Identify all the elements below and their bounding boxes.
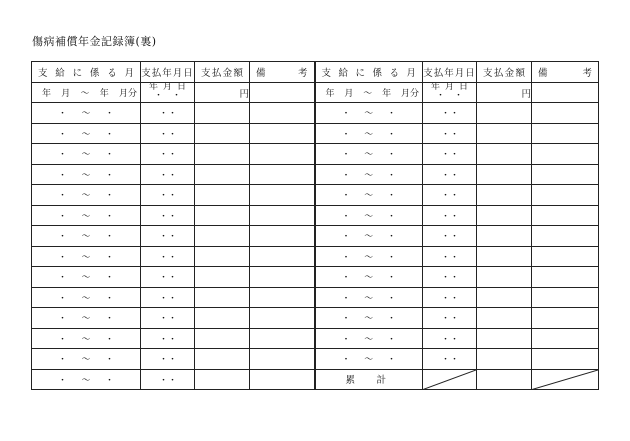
date-marks: ・ ・ — [441, 129, 460, 140]
table-row — [32, 123, 599, 144]
date-marks: ・ ・ — [441, 314, 460, 325]
units-yen: 円 — [195, 82, 250, 103]
period-cell[interactable] — [32, 328, 141, 349]
amount-cell[interactable] — [195, 369, 250, 390]
period-marks: ・ ～ ・ — [58, 273, 114, 284]
period-cell[interactable] — [315, 164, 423, 185]
period-cell[interactable] — [315, 287, 423, 308]
date-marks: ・ ・ — [159, 273, 178, 284]
remarks-cell[interactable] — [250, 185, 315, 206]
date-marks: ・ ・ — [159, 314, 178, 325]
pay-date-cell[interactable] — [423, 246, 477, 267]
date-marks: ・ ・ — [159, 293, 178, 304]
date-marks: ・ ・ — [159, 252, 178, 263]
header-payment-month-2: 支 給 に 係 る 月 — [315, 62, 423, 83]
remarks-cell[interactable] — [250, 308, 315, 329]
date-marks: ・ ・ — [159, 334, 178, 345]
header-payment-month: 支 給 に 係 る 月 — [32, 62, 141, 83]
pension-ledger-table — [31, 61, 599, 390]
pay-date-cell[interactable] — [423, 123, 477, 144]
remarks-cell[interactable] — [250, 287, 315, 308]
date-marks: ・ ・ — [441, 232, 460, 243]
period-cell[interactable] — [32, 349, 141, 370]
pay-date-cell[interactable] — [141, 308, 195, 329]
remarks-cell[interactable] — [250, 328, 315, 349]
period-marks: ・ ～ ・ — [341, 211, 396, 222]
period-cell[interactable] — [32, 246, 141, 267]
remarks-cell[interactable] — [250, 123, 315, 144]
amount-cell[interactable] — [477, 369, 532, 390]
header-remarks: 備 考 — [250, 62, 315, 83]
period-cell[interactable] — [32, 144, 141, 165]
remarks-cell[interactable] — [250, 369, 315, 390]
pay-date-cell[interactable] — [423, 328, 477, 349]
date-marks: ・ ・ — [441, 109, 460, 120]
diagonal-strike — [423, 370, 476, 390]
period-marks: ・ ～ ・ — [341, 232, 396, 243]
table-row — [32, 287, 599, 308]
table-row — [32, 349, 599, 370]
date-marks: ・ ・ — [159, 129, 178, 140]
date-marks: ・ ・ — [159, 232, 178, 243]
date-marks: ・ ・ — [159, 109, 178, 120]
remarks-cell[interactable] — [250, 226, 315, 247]
pay-date-cell[interactable] — [141, 267, 195, 288]
amount-cell[interactable] — [477, 144, 532, 165]
header-pay-date: 支払年月日 — [141, 62, 195, 83]
period-cell[interactable] — [32, 308, 141, 329]
period-marks: ・ ～ ・ — [58, 109, 114, 120]
amount-cell[interactable] — [477, 205, 532, 226]
period-marks: ・ ～ ・ — [341, 129, 396, 140]
period-cell[interactable] — [32, 103, 141, 124]
date-marks: ・ ・ — [441, 273, 460, 284]
period-cell[interactable] — [32, 185, 141, 206]
pay-date-cell — [423, 369, 477, 390]
period-marks: ・ ～ ・ — [341, 191, 396, 202]
diagonal-strike — [532, 370, 598, 390]
table-row — [32, 205, 599, 226]
table-row — [32, 103, 599, 124]
remarks-cell[interactable] — [532, 328, 599, 349]
period-marks: ・ ～ ・ — [341, 273, 396, 284]
table-row — [32, 308, 599, 329]
date-marks: ・ ・ — [159, 355, 178, 366]
amount-cell[interactable] — [477, 123, 532, 144]
date-marks: ・ ・ — [159, 375, 178, 386]
pay-date-cell[interactable] — [141, 369, 195, 390]
table-row — [32, 164, 599, 185]
pay-date-cell[interactable] — [141, 287, 195, 308]
ledger-body — [32, 103, 599, 390]
pay-date-cell[interactable] — [423, 349, 477, 370]
amount-cell[interactable] — [477, 246, 532, 267]
table-row — [32, 185, 599, 206]
period-marks: ・ ～ ・ — [341, 109, 396, 120]
remarks-cell[interactable] — [250, 246, 315, 267]
remarks-cell[interactable] — [532, 308, 599, 329]
document-title: 傷病補償年金記録簿(裏) — [32, 35, 157, 48]
period-marks: ・ ～ ・ — [58, 252, 114, 263]
header-amount: 支 払 金 額 — [195, 62, 250, 83]
amount-cell[interactable] — [195, 205, 250, 226]
period-marks: ・ ～ ・ — [341, 293, 396, 304]
period-marks: ・ ～ ・ — [58, 314, 114, 325]
period-cell[interactable] — [315, 185, 423, 206]
pay-date-cell[interactable] — [141, 328, 195, 349]
units-row — [32, 82, 599, 103]
date-marks: ・ ・ — [441, 211, 460, 222]
units-yen-2: 円 — [477, 82, 532, 103]
period-marks: ・ ～ ・ — [341, 314, 396, 325]
date-marks: ・ ・ — [441, 293, 460, 304]
pay-date-cell[interactable] — [141, 144, 195, 165]
pay-date-cell[interactable] — [423, 185, 477, 206]
units-period: 年 月 ～ 年 月分 — [32, 82, 141, 103]
date-marks: ・ ・ — [159, 191, 178, 202]
period-marks: ・ ～ ・ — [58, 293, 114, 304]
remarks-cell[interactable] — [532, 226, 599, 247]
date-marks: ・ ・ — [441, 334, 460, 345]
amount-cell[interactable] — [477, 185, 532, 206]
table-row — [32, 246, 599, 267]
amount-cell[interactable] — [477, 164, 532, 185]
remarks-cell[interactable] — [532, 123, 599, 144]
remarks-cell[interactable] — [250, 103, 315, 124]
period-cell[interactable] — [32, 369, 141, 390]
pay-date-cell[interactable] — [141, 246, 195, 267]
date-marks: ・ ・ — [159, 150, 178, 161]
period-cell[interactable] — [315, 308, 423, 329]
date-marks: ・ ・ — [441, 150, 460, 161]
remarks-cell[interactable] — [532, 205, 599, 226]
pay-date-cell[interactable] — [423, 205, 477, 226]
amount-cell[interactable] — [477, 328, 532, 349]
table-row — [32, 267, 599, 288]
header-pay-date-2: 支払年月日 — [423, 62, 477, 83]
pay-date-cell[interactable] — [141, 205, 195, 226]
period-cell[interactable] — [32, 267, 141, 288]
amount-cell[interactable] — [195, 287, 250, 308]
amount-cell[interactable] — [195, 164, 250, 185]
header-remarks-2: 備 考 — [532, 62, 599, 83]
date-marks: ・ ・ — [441, 355, 460, 366]
amount-cell[interactable] — [195, 144, 250, 165]
amount-cell[interactable] — [477, 308, 532, 329]
pay-date-cell[interactable] — [141, 164, 195, 185]
remarks-cell[interactable] — [250, 267, 315, 288]
pay-date-cell[interactable] — [423, 144, 477, 165]
remarks-cell[interactable] — [532, 287, 599, 308]
amount-cell[interactable] — [195, 328, 250, 349]
pay-date-cell[interactable] — [423, 164, 477, 185]
remarks-cell[interactable] — [250, 205, 315, 226]
units-date-2: 年 月 日 ・ ・ — [423, 82, 477, 103]
pay-date-cell[interactable] — [141, 349, 195, 370]
period-cell[interactable] — [315, 328, 423, 349]
period-marks: ・ ～ ・ — [341, 170, 396, 181]
amount-cell[interactable] — [195, 246, 250, 267]
period-cell[interactable] — [32, 123, 141, 144]
period-cell[interactable] — [315, 246, 423, 267]
period-marks: ・ ～ ・ — [341, 150, 396, 161]
period-cell[interactable] — [315, 226, 423, 247]
period-marks: ・ ～ ・ — [341, 252, 396, 263]
period-marks: ・ ～ ・ — [58, 170, 114, 181]
header-row — [32, 62, 599, 83]
table-row — [32, 226, 599, 247]
period-marks: ・ ～ ・ — [341, 334, 396, 345]
remarks-cell[interactable] — [532, 185, 599, 206]
table-row — [32, 144, 599, 165]
remarks-cell[interactable] — [250, 349, 315, 370]
amount-cell[interactable] — [195, 103, 250, 124]
amount-cell[interactable] — [195, 349, 250, 370]
period-marks: ・ ～ ・ — [58, 334, 114, 345]
remarks-cell — [532, 369, 599, 390]
period-cell[interactable] — [315, 123, 423, 144]
units-period-2: 年 月 ～ 年 月分 — [315, 82, 423, 103]
period-marks: ・ ～ ・ — [58, 232, 114, 243]
pay-date-cell[interactable] — [141, 226, 195, 247]
amount-cell[interactable] — [195, 308, 250, 329]
remarks-cell[interactable] — [532, 349, 599, 370]
date-marks: ・ ・ — [441, 170, 460, 181]
pay-date-cell[interactable] — [423, 226, 477, 247]
remarks-cell[interactable] — [250, 144, 315, 165]
pay-date-cell[interactable] — [423, 308, 477, 329]
remarks-cell[interactable] — [250, 164, 315, 185]
period-cell[interactable] — [32, 287, 141, 308]
date-marks: ・ ・ — [159, 211, 178, 222]
remarks-cell[interactable] — [532, 267, 599, 288]
pay-date-cell[interactable] — [423, 287, 477, 308]
amount-cell[interactable] — [477, 287, 532, 308]
cumulative-total-cell — [315, 369, 423, 390]
amount-cell[interactable] — [195, 123, 250, 144]
period-cell[interactable] — [315, 144, 423, 165]
period-marks: ・ ～ ・ — [58, 375, 114, 386]
amount-cell[interactable] — [477, 349, 532, 370]
pay-date-cell[interactable] — [141, 103, 195, 124]
period-cell[interactable] — [315, 205, 423, 226]
cumulative-total-label: 累 計 — [345, 375, 386, 387]
period-marks: ・ ～ ・ — [58, 191, 114, 202]
amount-cell[interactable] — [195, 267, 250, 288]
period-marks: ・ ～ ・ — [58, 211, 114, 222]
period-cell[interactable] — [315, 103, 423, 124]
period-cell[interactable] — [315, 349, 423, 370]
remarks-cell[interactable] — [532, 103, 599, 124]
total-row — [32, 369, 599, 390]
period-cell[interactable] — [32, 164, 141, 185]
remarks-cell[interactable] — [532, 164, 599, 185]
period-cell[interactable] — [315, 267, 423, 288]
units-date: 年 月 日 ・ ・ — [141, 82, 195, 103]
amount-cell[interactable] — [477, 267, 532, 288]
period-marks: ・ ～ ・ — [58, 355, 114, 366]
amount-cell[interactable] — [477, 226, 532, 247]
remarks-cell[interactable] — [532, 246, 599, 267]
pay-date-cell[interactable] — [141, 185, 195, 206]
period-marks: ・ ～ ・ — [58, 150, 114, 161]
pay-date-cell[interactable] — [141, 123, 195, 144]
date-marks: ・ ・ — [441, 252, 460, 263]
date-marks: ・ ・ — [441, 191, 460, 202]
amount-cell[interactable] — [477, 103, 532, 124]
units-remarks-2 — [532, 82, 599, 103]
units-remarks — [250, 82, 315, 103]
remarks-cell[interactable] — [532, 144, 599, 165]
pay-date-cell[interactable] — [423, 103, 477, 124]
amount-cell[interactable] — [195, 226, 250, 247]
amount-cell[interactable] — [195, 185, 250, 206]
pay-date-cell[interactable] — [423, 267, 477, 288]
period-marks: ・ ～ ・ — [341, 355, 396, 366]
date-marks: ・ ・ — [159, 170, 178, 181]
period-cell[interactable] — [32, 205, 141, 226]
header-amount-2: 支 払 金 額 — [477, 62, 532, 83]
period-marks: ・ ～ ・ — [58, 129, 114, 140]
table-row — [32, 328, 599, 349]
period-cell[interactable] — [32, 226, 141, 247]
